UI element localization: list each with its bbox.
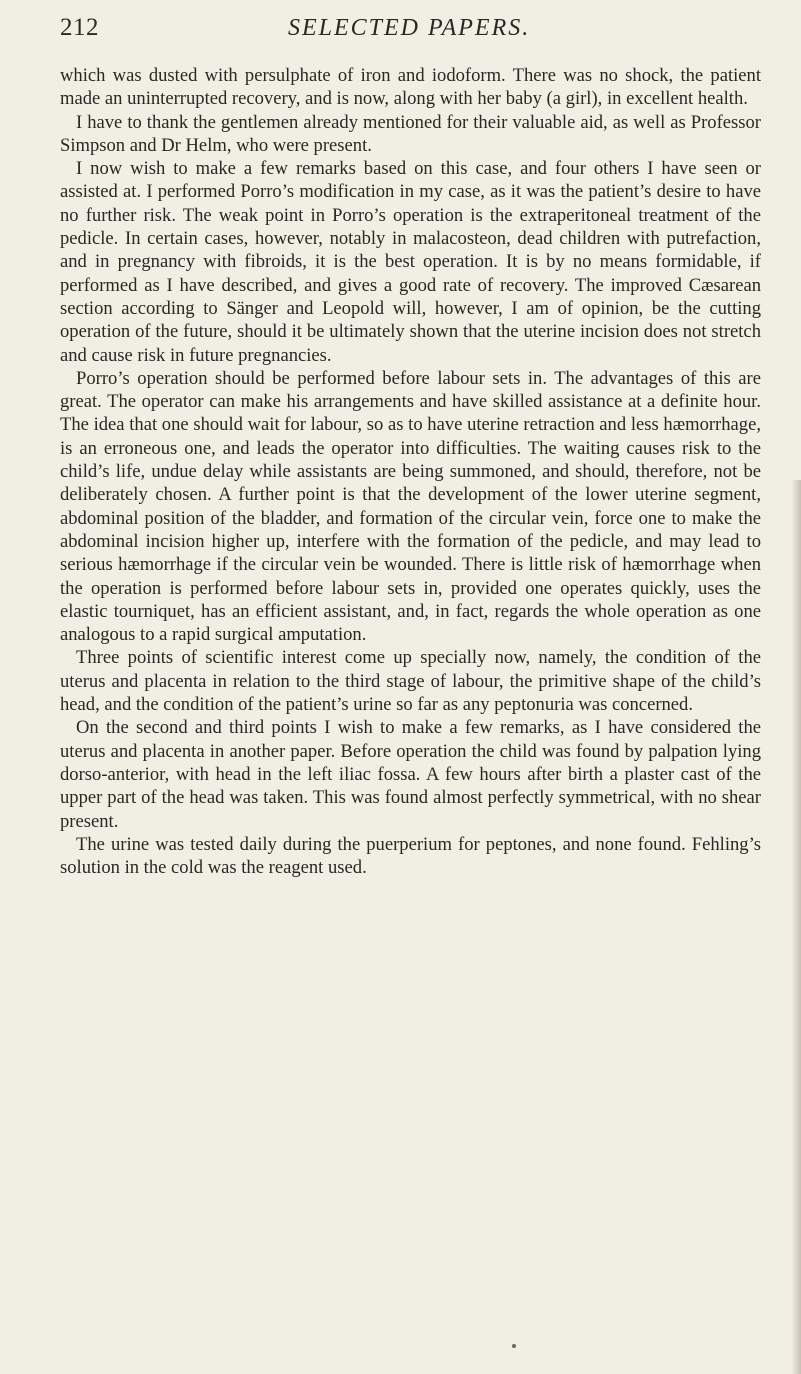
paragraph-remarks-porro: I now wish to make a few remarks based on this case, and four others I have seen or assisted at. I performed Porro’s modification in my case, as it was the patient’s desire to have no further risk. The weak point in Porro’s operation is the extraperitoneal treatment of the pedicle. In certain cases, however, notably in malacosteon, dead children with putrefaction, and in pregnancy with fibroids, it is the best operation. It is by no means formidable, if performed as I have described, and gives a good rate of recovery. The improved Cæsarean section according to Sänger and Leopold will, however, I am of opinion, be the cutting operation of the future, should it be ultimately shown that the uterine incision does not stretch and cause risk in future pregnancies. (60, 158, 761, 366)
paragraph-scientific-interest: Three points of scientific interest come up specially now, namely, the condition of the uterus and placenta in relation to the third stage of labour, the primitive shape of the child’s head, and the condition of the patient’s urine so far as any peptonuria was concerned. (60, 647, 761, 716)
paragraph-continuation: which was dusted with persulphate of iron and iodoform. There was no shock, the patient made an uninterrupted recovery, and is now, along with her baby (a girl), in excellent health. (60, 65, 761, 110)
page-number: 212 (60, 14, 99, 41)
body-text (60, 64, 761, 879)
paragraph-child-head: On the second and third points I wish to make a few remarks, as I have considered the uterus and placenta in another paper. Before operation the child was found by palpation lying dorso-anterior, with head in the left iliac fossa. A few hours after birth a plaster cast of the upper part of the head was taken. This was found almost perfectly symmetrical, with no shear present. (60, 717, 761, 832)
page-edge-shadow (791, 480, 801, 1374)
page-header (60, 14, 760, 48)
paragraph-urine-test: The urine was tested daily during the puerperium for peptones, and none found. Fehling’s solution in the cold was the reagent used. (60, 833, 761, 879)
paper-speck (512, 1344, 516, 1348)
running-title: SELECTED PAPERS. (288, 15, 531, 41)
paragraph-acknowledgement: I have to thank the gentlemen already mentioned for their valuable aid, as well as Professor Simpson and Dr Helm, who were present. (60, 111, 761, 156)
paragraph-timing-of-operation: Porro’s operation should be performed before labour sets in. The advantages of this are great. The operator can make his arrangements and have skilled assistance at a definite hour. The idea that one should wait for labour, so as to have uterine retraction and less hæmorrhage, is an erroneous one, and leads the operator into difficulties. The waiting causes risk to the child’s life, undue delay while assistants are being summoned, and should, therefore, not be deliberately chosen. A further point is that the development of the lower uterine segment, abdominal position of the bladder, and formation of the circular vein, force one to make the abdominal incision higher up, interfere with the formation of the pedicle, and may lead to serious hæmorrhage if the circular vein be wounded. There is little risk of hæmorrhage when the operation is performed before labour sets in, provided one operates quickly, uses the elastic tourniquet, has an efficient assistant, and, in fact, regards the whole operation as one analogous to a rapid surgical amputation. (60, 367, 761, 646)
